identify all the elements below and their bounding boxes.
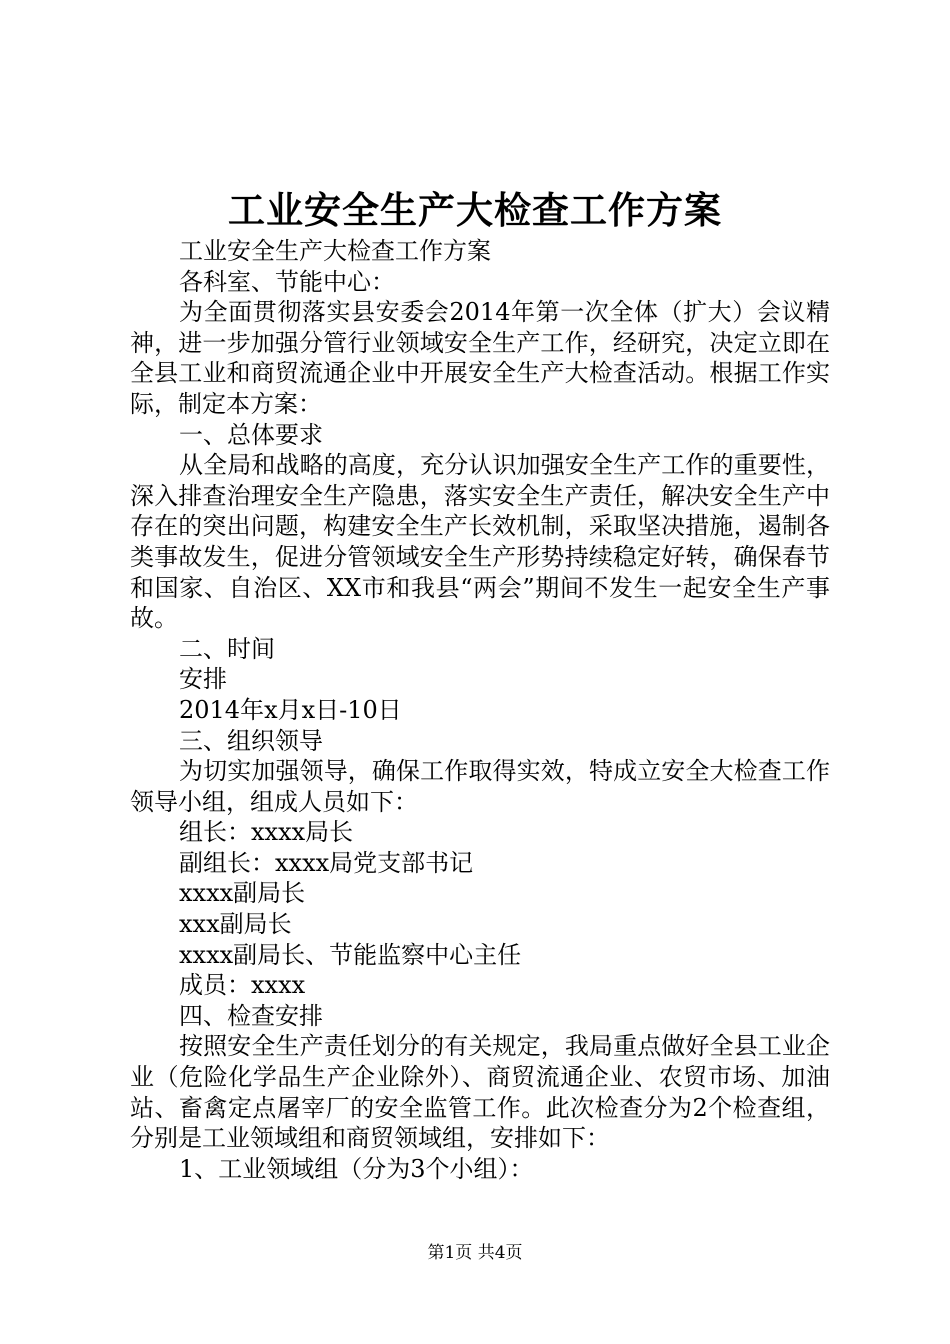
paragraph-industrial-group: 1、工业领域组（分为3个小组）： xyxy=(179,1154,534,1183)
list-item-deputy-director-2: xxx副局长 xyxy=(179,910,292,939)
paragraph-leadership: 为切实加强领导，确保工作取得实效，特成立安全大检查工作领导小组，组成人员如下： xyxy=(130,757,830,816)
paragraph-inspection: 按照安全生产责任划分的有关规定，我局重点做好全县工业企业（危险化学品生产企业除外）、商贸流通企业、农贸市场、加油站、畜禽定点屠宰厂的安全监管工作。此次检查分为2个检查组，分别是工业领域组和商贸领域组，安排如下： xyxy=(130,1032,830,1153)
section-heading-leadership: 三、组织领导 xyxy=(179,726,323,755)
section-heading-time: 二、时间 xyxy=(179,634,275,663)
paragraph-subtitle: 工业安全生产大检查工作方案 xyxy=(179,237,491,265)
section-heading-general-requirements: 一、总体要求 xyxy=(179,420,323,449)
section-heading-inspection: 四、检查安排 xyxy=(179,1001,323,1030)
page-footer: 第1页 共4页 xyxy=(427,1243,523,1263)
list-item-leader: 组长：xxxx局长 xyxy=(179,818,354,847)
document-title: 工业安全生产大检查工作方案 xyxy=(228,188,722,232)
paragraph-salutation: 各科室、节能中心： xyxy=(179,267,395,296)
paragraph-date: 2014年x月x日-10日 xyxy=(179,695,402,724)
document-body xyxy=(130,236,830,1184)
list-item-members: 成员：xxxx xyxy=(179,971,306,1000)
paragraph-arrangement: 安排 xyxy=(179,665,227,694)
paragraph-intro: 为全面贯彻落实县安委会2014年第一次全体（扩大）会议精神，进一步加强分管行业领域安全生产工作，经研究，决定立即在全县工业和商贸流通企业中开展安全生产大检查活动。根据工作实际，制定本方案： xyxy=(130,298,830,418)
list-item-deputy-director-1: xxxx副局长 xyxy=(179,879,306,908)
paragraph-general-requirements: 从全局和战略的高度，充分认识加强安全生产工作的重要性，深入排查治理安全生产隐患，落实安全生产责任，解决安全生产中存在的突出问题，构建安全生产长效机制，采取坚决措施，遏制各类事故发生，促进分管领域安全生产形势持续稳定好转，确保春节和国家、自治区、XX市和我县“两会”期间不发生一起安全生产事故。 xyxy=(130,451,830,633)
list-item-deputy-leader: 副组长：xxxx局党支部书记 xyxy=(179,848,474,877)
list-item-deputy-director-3: xxxx副局长、节能监察中心主任 xyxy=(179,940,522,969)
